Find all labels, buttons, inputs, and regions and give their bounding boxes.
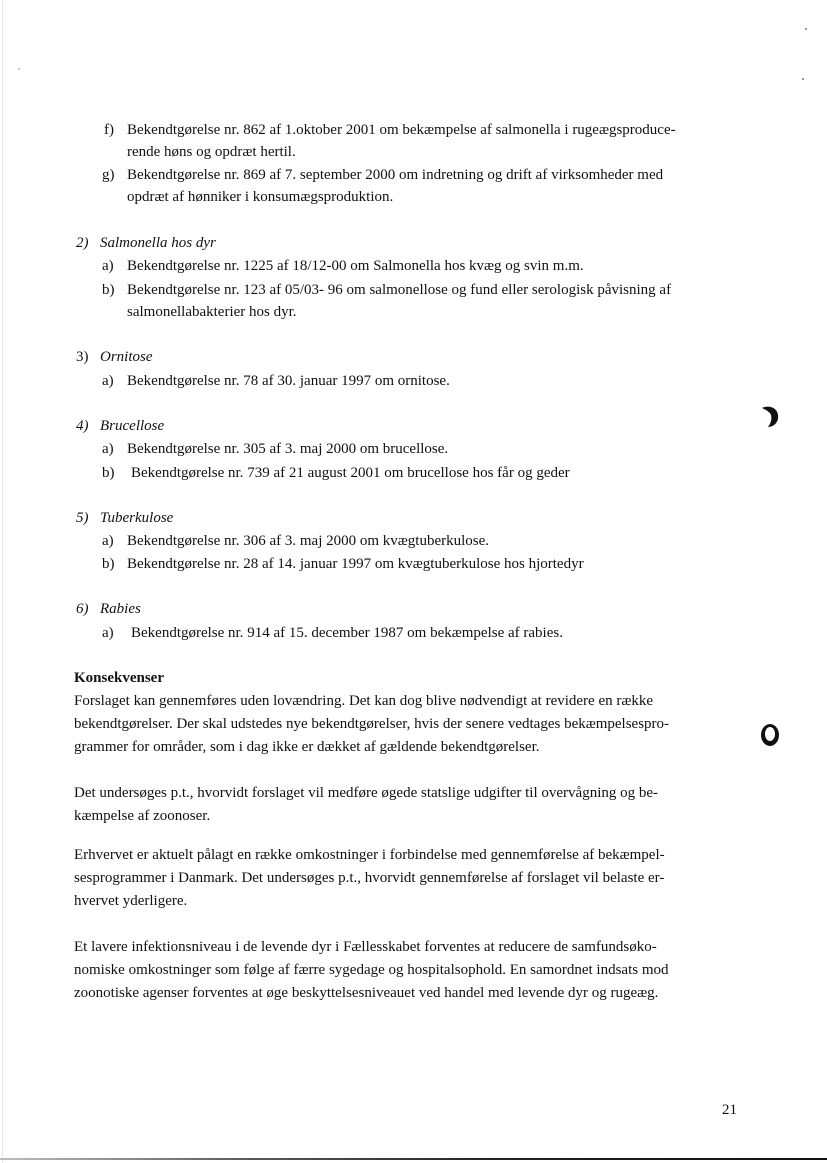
section-number: 6) bbox=[76, 601, 89, 617]
item-text: Bekendtgørelse nr. 28 af 14. januar 1997 om kvægtuberkulose hos hjortedyr bbox=[127, 556, 584, 572]
item-label: g) bbox=[102, 167, 115, 183]
item-text: Bekendtgørelse nr. 78 af 30. januar 1997 om ornitose. bbox=[127, 373, 450, 389]
section-title: Tuberkulose bbox=[100, 510, 174, 526]
scan-speck bbox=[805, 28, 807, 30]
item-label: b) bbox=[102, 556, 115, 572]
section-title: Rabies bbox=[100, 601, 141, 617]
item-text: rende høns og opdræt hertil. bbox=[127, 144, 296, 160]
paragraph-line: bekendtgørelser. Der skal udstedes nye bekendtgørelser, hvis der senere vedtages bekæmpelsespro- bbox=[74, 716, 670, 732]
section-title: Salmonella hos dyr bbox=[100, 235, 216, 251]
paragraph-line: Det undersøges p.t., hvorvidt forslaget vil medføre øgede statslige udgifter til overvågning og be- bbox=[74, 785, 659, 801]
scan-speck bbox=[802, 78, 804, 80]
item-text: Bekendtgørelse nr. 914 af 15. december 1987 om bekæmpelse af rabies. bbox=[131, 625, 563, 641]
item-label: a) bbox=[102, 258, 114, 274]
item-label: a) bbox=[102, 533, 114, 549]
item-text: salmonellabakterier hos dyr. bbox=[127, 304, 297, 320]
item-text: Bekendtgørelse nr. 305 af 3. maj 2000 om brucellose. bbox=[127, 441, 449, 457]
scan-left-edge bbox=[2, 0, 3, 1163]
item-text: opdræt af hønniker i konsumægsproduktion. bbox=[127, 189, 394, 205]
paragraph-line: zoonotiske agenser forventes at øge beskyttelsesniveauet ved handel med levende dyr og rugeæg. bbox=[74, 985, 659, 1001]
paragraph-line: nomiske omkostninger som følge af færre sygedage og hospitalsophold. En samordnet indsats mod bbox=[74, 962, 669, 978]
item-text: Bekendtgørelse nr. 123 af 05/03- 96 om salmonellose og fund eller serologisk påvisning af bbox=[127, 282, 672, 298]
paragraph-line: Et lavere infektionsniveau i de levende dyr i Fællesskabet forventes at reducere de samfundsøko- bbox=[74, 939, 657, 955]
item-label: f) bbox=[104, 122, 114, 138]
paragraph-line: sesprogrammer i Danmark. Det undersøges p.t., hvorvidt gennemførelse af forslaget vil belaste er- bbox=[74, 870, 665, 886]
paragraph-line: Forslaget kan gennemføres uden lovændring. Det kan dog blive nødvendigt at revidere en række bbox=[74, 693, 654, 709]
paragraph-line: kæmpelse af zoonoser. bbox=[74, 808, 211, 824]
paragraph-line: grammer for områder, som i dag ikke er dækket af gældende bekendtgørelser. bbox=[74, 739, 540, 755]
item-text: Bekendtgørelse nr. 862 af 1.oktober 2001 om bekæmpelse af salmonella i rugeægsproduce- bbox=[127, 122, 676, 138]
item-label: b) bbox=[102, 465, 115, 481]
section-number: 5) bbox=[76, 510, 89, 526]
punch-hole-icon bbox=[760, 405, 780, 429]
item-label: a) bbox=[102, 625, 114, 641]
section-title: Ornitose bbox=[100, 349, 153, 365]
item-text: Bekendtgørelse nr. 739 af 21 august 2001 om brucellose hos får og geder bbox=[131, 465, 570, 481]
item-text: Bekendtgørelse nr. 869 af 7. september 2000 om indretning og drift af virksomheder med bbox=[127, 167, 664, 183]
item-label: a) bbox=[102, 441, 114, 457]
section-title: Brucellose bbox=[100, 418, 165, 434]
item-label: a) bbox=[102, 373, 114, 389]
item-text: Bekendtgørelse nr. 306 af 3. maj 2000 om kvægtuberkulose. bbox=[127, 533, 490, 549]
section-heading: Konsekvenser bbox=[74, 670, 164, 686]
section-number: 4) bbox=[76, 418, 89, 434]
section-number: 2) bbox=[76, 235, 89, 251]
paragraph-line: hvervet yderligere. bbox=[74, 893, 188, 909]
punch-hole-icon bbox=[760, 723, 780, 747]
paragraph-line: Erhvervet er aktuelt pålagt en række omkostninger i forbindelse med gennemførelse af bekæmpel- bbox=[74, 847, 665, 863]
item-text: Bekendtgørelse nr. 1225 af 18/12-00 om Salmonella hos kvæg og svin m.m. bbox=[127, 258, 584, 274]
bottom-scan-rule bbox=[0, 1158, 827, 1160]
section-number: 3) bbox=[76, 349, 89, 365]
page-number: 21 bbox=[722, 1102, 737, 1118]
item-label: b) bbox=[102, 282, 115, 298]
scan-speck bbox=[18, 68, 20, 70]
